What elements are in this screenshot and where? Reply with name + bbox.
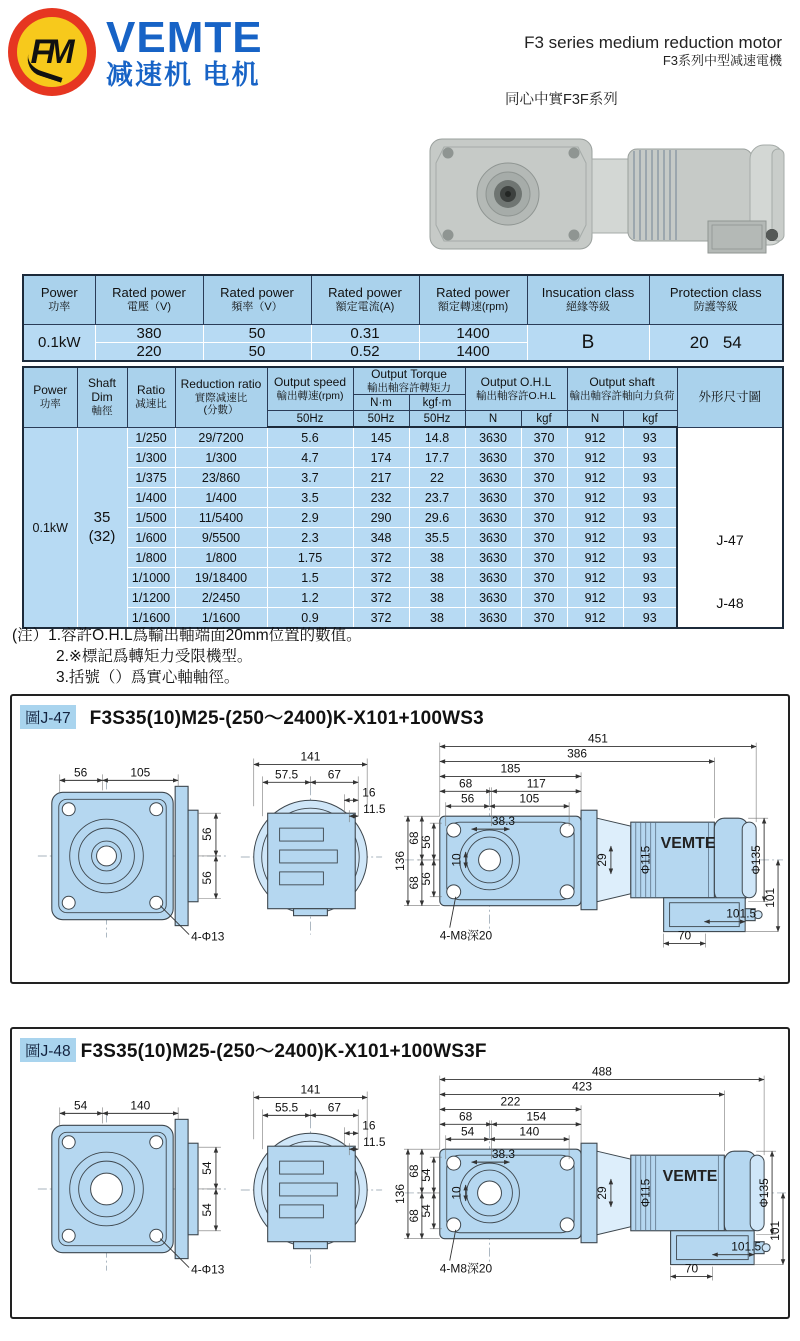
figure-ref-j48: J-48 [716, 595, 744, 612]
figure-j47 [10, 694, 790, 984]
figure-j48 [10, 1027, 790, 1319]
assembly-view [393, 1065, 786, 1281]
gear-motor-photo [420, 123, 790, 265]
dim-label: Φ115 [638, 1178, 653, 1208]
cell: 1/300 [175, 448, 267, 468]
cell: 50 [203, 343, 311, 362]
figure-ref-cell [677, 427, 783, 628]
dim-label: 140 [130, 1098, 151, 1113]
photo-adapter [592, 159, 628, 233]
col-header: Rated power 頻率（V） [203, 275, 311, 325]
dim-label: 29 [594, 1186, 609, 1200]
figure-model-title: F3S35(10)M25-(250～2400)K-X101+100WS3F [80, 1041, 487, 1062]
protection-a: 20 [689, 332, 709, 352]
cell: 38 [409, 568, 465, 588]
performance-table [22, 366, 784, 629]
dim-label: 10 [449, 1186, 464, 1200]
dim-label: 386 [567, 746, 588, 761]
brand-sub: 减速机 电机 [106, 59, 261, 90]
cell: 912 [567, 568, 623, 588]
dim-label: 4-M8深20 [439, 928, 493, 943]
cell: 3630 [465, 608, 521, 629]
col-header: Output Torque 輸出軸容許轉矩力 [353, 367, 465, 395]
dim-label: 56 [199, 871, 214, 885]
cell: 11/5400 [175, 508, 267, 528]
table-row [23, 325, 783, 343]
cell: 370 [521, 528, 567, 548]
cell: 1/1600 [127, 608, 175, 629]
dim-label: 10 [449, 853, 464, 867]
dim-label: 105 [130, 765, 151, 780]
col-header: Output O.H.L 輸出軸容許O.H.L [465, 367, 567, 411]
table-row [23, 448, 783, 468]
col-header: kgf [521, 411, 567, 428]
cell: 14.8 [409, 427, 465, 448]
brand-logo [8, 8, 263, 96]
figure-j47-header [12, 696, 788, 730]
cell: 370 [521, 488, 567, 508]
dim-label: 11.5 [363, 802, 386, 817]
cell: 1/800 [127, 548, 175, 568]
figure-label-chip: 圖J-48 [20, 1038, 76, 1062]
col-header: Output shaft 輸出軸容許軸向力負荷 [567, 367, 677, 411]
dim-label: 54 [199, 1161, 214, 1175]
col-header: Reduction ratio 實際减速比 (分數） [175, 367, 267, 427]
front-view [38, 1098, 226, 1276]
dim-label: 141 [300, 749, 321, 764]
side-view [241, 749, 386, 934]
dim-label: 101 [763, 887, 778, 908]
shaft-dim: 35 [93, 508, 111, 526]
cell: 35.5 [409, 528, 465, 548]
col-header: Rated power 額定轉速(rpm) [419, 275, 527, 325]
cell: 1/375 [127, 468, 175, 488]
cell: 912 [567, 588, 623, 608]
table-row [23, 568, 783, 588]
cell: 912 [567, 448, 623, 468]
brand-on-motor: VEMTE [660, 835, 716, 853]
dim-label: 68 [406, 831, 421, 845]
table-row [23, 427, 783, 448]
dim-label: 57.5 [274, 767, 299, 782]
dim-label: 140 [519, 1124, 540, 1139]
cell: 50 [203, 325, 311, 343]
col-header: Protection class 防護等級 [649, 275, 783, 325]
col-header: 外形尺寸圖 [677, 367, 783, 427]
cell: 370 [521, 608, 567, 629]
rated-power-table [22, 274, 784, 362]
dim-label: 56 [418, 872, 433, 886]
col-header: Rated power 額定電流(A) [311, 275, 419, 325]
product-photo [420, 123, 790, 265]
dim-label: 70 [684, 1261, 699, 1276]
cell: 3630 [465, 448, 521, 468]
table1-header-row [23, 275, 783, 325]
cell: 1/600 [127, 528, 175, 548]
cell: 3630 [465, 588, 521, 608]
col-header: Rated power 電壓（V) [95, 275, 203, 325]
cell: 93 [623, 528, 677, 548]
cell: 1/300 [127, 448, 175, 468]
col-header: Power 功率 [23, 275, 95, 325]
col-header: N·m [353, 395, 409, 411]
cell: 3.7 [267, 468, 353, 488]
dim-label: 56 [74, 765, 88, 780]
cell: 0.9 [267, 608, 353, 629]
brand-on-motor: VEMTE [662, 1168, 718, 1186]
dim-label: 11.5 [363, 1135, 386, 1150]
cell: 912 [567, 528, 623, 548]
cell: 290 [353, 508, 409, 528]
cell: 372 [353, 588, 409, 608]
note-line: 2.※標記爲轉矩力受限機型。 [56, 647, 253, 665]
cell: 3630 [465, 568, 521, 588]
cell: 5.6 [267, 427, 353, 448]
dim-label: 136 [392, 851, 407, 871]
dim-label: 101 [768, 1220, 783, 1241]
figure-j47-drawing [12, 730, 786, 974]
cell: 93 [623, 608, 677, 629]
brand-wordmark [106, 12, 263, 90]
dim-label: 105 [519, 791, 540, 806]
figure-ref-j47: J-47 [716, 531, 744, 548]
cell: 370 [521, 508, 567, 528]
col-header: Ratio 减速比 [127, 367, 175, 427]
cell: 23/860 [175, 468, 267, 488]
cell: 370 [521, 568, 567, 588]
cell: 912 [567, 427, 623, 448]
figure-label-chip: 圖J-47 [20, 705, 76, 729]
cell: 93 [623, 548, 677, 568]
cell: 1/500 [127, 508, 175, 528]
logo-mark: FM [30, 32, 70, 71]
cell: 4.7 [267, 448, 353, 468]
protection-b: 54 [722, 332, 742, 352]
dim-label: 117 [526, 776, 546, 791]
figure-j48-drawing [12, 1063, 786, 1309]
table2-header-row1 [23, 367, 783, 395]
cell: 17.7 [409, 448, 465, 468]
table-row [23, 528, 783, 548]
dim-label: 55.5 [274, 1100, 299, 1115]
front-view [38, 765, 226, 943]
cell: 3.5 [267, 488, 353, 508]
cell: 370 [521, 588, 567, 608]
dim-label: 141 [300, 1082, 321, 1097]
figure-j48-header [12, 1029, 788, 1063]
dim-label: 4-M8深20 [439, 1261, 493, 1276]
dim-label: 154 [526, 1109, 547, 1124]
col-header: kgf [623, 411, 677, 428]
cell: 912 [567, 548, 623, 568]
cell: 0.31 [311, 325, 419, 343]
cell: 372 [353, 608, 409, 629]
figure-model-title: F3S35(10)M25-(250～2400)K-X101+100WS3 [89, 708, 484, 729]
page-titles [524, 32, 782, 70]
cell: 29.6 [409, 508, 465, 528]
cell: 1400 [419, 343, 527, 362]
col-header: Power 功率 [23, 367, 77, 427]
side-view [241, 1082, 386, 1267]
cell: 380 [95, 325, 203, 343]
title-en: F3 series medium reduction motor [524, 33, 782, 52]
cell: 217 [353, 468, 409, 488]
table-row [23, 508, 783, 528]
cell: 3630 [465, 548, 521, 568]
dim-label: Φ115 [638, 845, 653, 875]
dim-label: 16 [362, 1118, 376, 1133]
dim-label: 38.3 [491, 1147, 516, 1162]
col-header: 50Hz [409, 411, 465, 428]
cell: 912 [567, 608, 623, 629]
cell: 370 [521, 448, 567, 468]
notes [12, 626, 362, 689]
cell: 3630 [465, 427, 521, 448]
note-prefix: (注） [12, 627, 49, 644]
cell: 1.75 [267, 548, 353, 568]
dim-label: 488 [591, 1064, 612, 1079]
cell: 93 [623, 508, 677, 528]
cell: 22 [409, 468, 465, 488]
power-cell: 0.1kW [23, 325, 95, 362]
dim-label: 70 [677, 928, 692, 943]
dim-label: 54 [418, 1168, 433, 1182]
cell: 174 [353, 448, 409, 468]
dim-label: 56 [461, 791, 475, 806]
table-row [23, 468, 783, 488]
col-header: Insucation class 絕緣等級 [527, 275, 649, 325]
cell: 372 [353, 568, 409, 588]
cell: 38 [409, 588, 465, 608]
table-row [23, 588, 783, 608]
cell: 912 [567, 508, 623, 528]
logo-inner [17, 17, 87, 87]
cell: 348 [353, 528, 409, 548]
cell: 93 [623, 448, 677, 468]
cell: 93 [623, 488, 677, 508]
cell: 93 [623, 427, 677, 448]
cell: 220 [95, 343, 203, 362]
dim-label: 101.5 [726, 906, 757, 921]
shaft-dim-cell [77, 427, 127, 628]
cell: 93 [623, 568, 677, 588]
cell: 9/5500 [175, 528, 267, 548]
col-header: 50Hz [267, 411, 353, 428]
dim-label: 4-Φ13 [191, 929, 225, 944]
note-line [12, 626, 362, 647]
table-row [23, 488, 783, 508]
cell: 370 [521, 427, 567, 448]
cell: 232 [353, 488, 409, 508]
dim-label: 68 [406, 876, 421, 890]
cell: 1/1000 [127, 568, 175, 588]
cell: 1.5 [267, 568, 353, 588]
col-header: kgf·m [409, 395, 465, 411]
cell: 1/250 [127, 427, 175, 448]
dim-label: 423 [572, 1079, 593, 1094]
dim-label: 451 [588, 731, 608, 746]
dim-label: 68 [406, 1209, 421, 1223]
cell: 1/400 [127, 488, 175, 508]
dim-label: 56 [199, 827, 214, 841]
dim-label: 222 [500, 1094, 521, 1109]
cell: 2.9 [267, 508, 353, 528]
col-header: Output speed 輸出轉速(rpm) [267, 367, 353, 411]
note-1: 1.容許O.H.L爲輸出軸端面20mm位置的數值。 [48, 627, 362, 644]
cell: 1/1600 [175, 608, 267, 629]
note-line: 3.括號（）爲實心軸軸徑。 [56, 668, 240, 686]
cell: 1/400 [175, 488, 267, 508]
cell: 93 [623, 468, 677, 488]
cell: 912 [567, 488, 623, 508]
dim-label: 68 [459, 776, 473, 791]
dim-label: 54 [418, 1204, 433, 1218]
series-title: 同心中實F3F系列 [505, 92, 618, 108]
dim-label: 67 [327, 1100, 341, 1115]
cell: 1.2 [267, 588, 353, 608]
cell: 93 [623, 588, 677, 608]
cell: 0.52 [311, 343, 419, 362]
cell: 372 [353, 548, 409, 568]
cell: 29/7200 [175, 427, 267, 448]
dim-label: 29 [594, 853, 609, 867]
col-header: Shaft Dim 軸徑 [77, 367, 127, 427]
dim-label: 67 [327, 767, 341, 782]
dim-label: 16 [362, 785, 376, 800]
cell: 370 [521, 468, 567, 488]
dim-label: 56 [418, 835, 433, 849]
protection-cell [649, 325, 783, 362]
insulation-cell: B [527, 325, 649, 362]
logo-circle-icon [8, 8, 96, 96]
assembly-view [393, 732, 783, 948]
dim-label: 68 [459, 1109, 473, 1124]
cell: 1/800 [175, 548, 267, 568]
col-header: N [465, 411, 521, 428]
table-row [23, 548, 783, 568]
cell: 2/2450 [175, 588, 267, 608]
cell: 145 [353, 427, 409, 448]
photo-gearbox [430, 139, 592, 249]
title-zh: F3系列中型减速電機 [662, 53, 782, 69]
cell: 23.7 [409, 488, 465, 508]
cell: 38 [409, 548, 465, 568]
power-cell: 0.1kW [23, 427, 77, 628]
dim-label: 4-Φ13 [191, 1262, 225, 1277]
brand-name: VEMTE [106, 12, 263, 62]
dim-label: 68 [406, 1164, 421, 1178]
cell: 19/18400 [175, 568, 267, 588]
cell: 1400 [419, 325, 527, 343]
cell: 3630 [465, 508, 521, 528]
dim-label: Φ135 [757, 1178, 772, 1208]
dim-label: 185 [500, 761, 521, 776]
col-header: 50Hz [353, 411, 409, 428]
dim-label: 54 [74, 1098, 88, 1113]
cell: 3630 [465, 488, 521, 508]
cell: 3630 [465, 528, 521, 548]
cell: 3630 [465, 468, 521, 488]
shaft-dim-paren: (32) [88, 527, 116, 545]
dim-label: Φ135 [749, 845, 764, 875]
cell: 38 [409, 608, 465, 629]
cell: 1/1200 [127, 588, 175, 608]
cell: 912 [567, 468, 623, 488]
dim-label: 38.3 [491, 814, 516, 829]
dim-label: 54 [461, 1124, 475, 1139]
col-header: N [567, 411, 623, 428]
dim-label: 101.5 [731, 1239, 762, 1254]
cell: 370 [521, 548, 567, 568]
dim-label: 136 [392, 1184, 407, 1204]
cell: 2.3 [267, 528, 353, 548]
dim-label: 54 [199, 1203, 214, 1217]
